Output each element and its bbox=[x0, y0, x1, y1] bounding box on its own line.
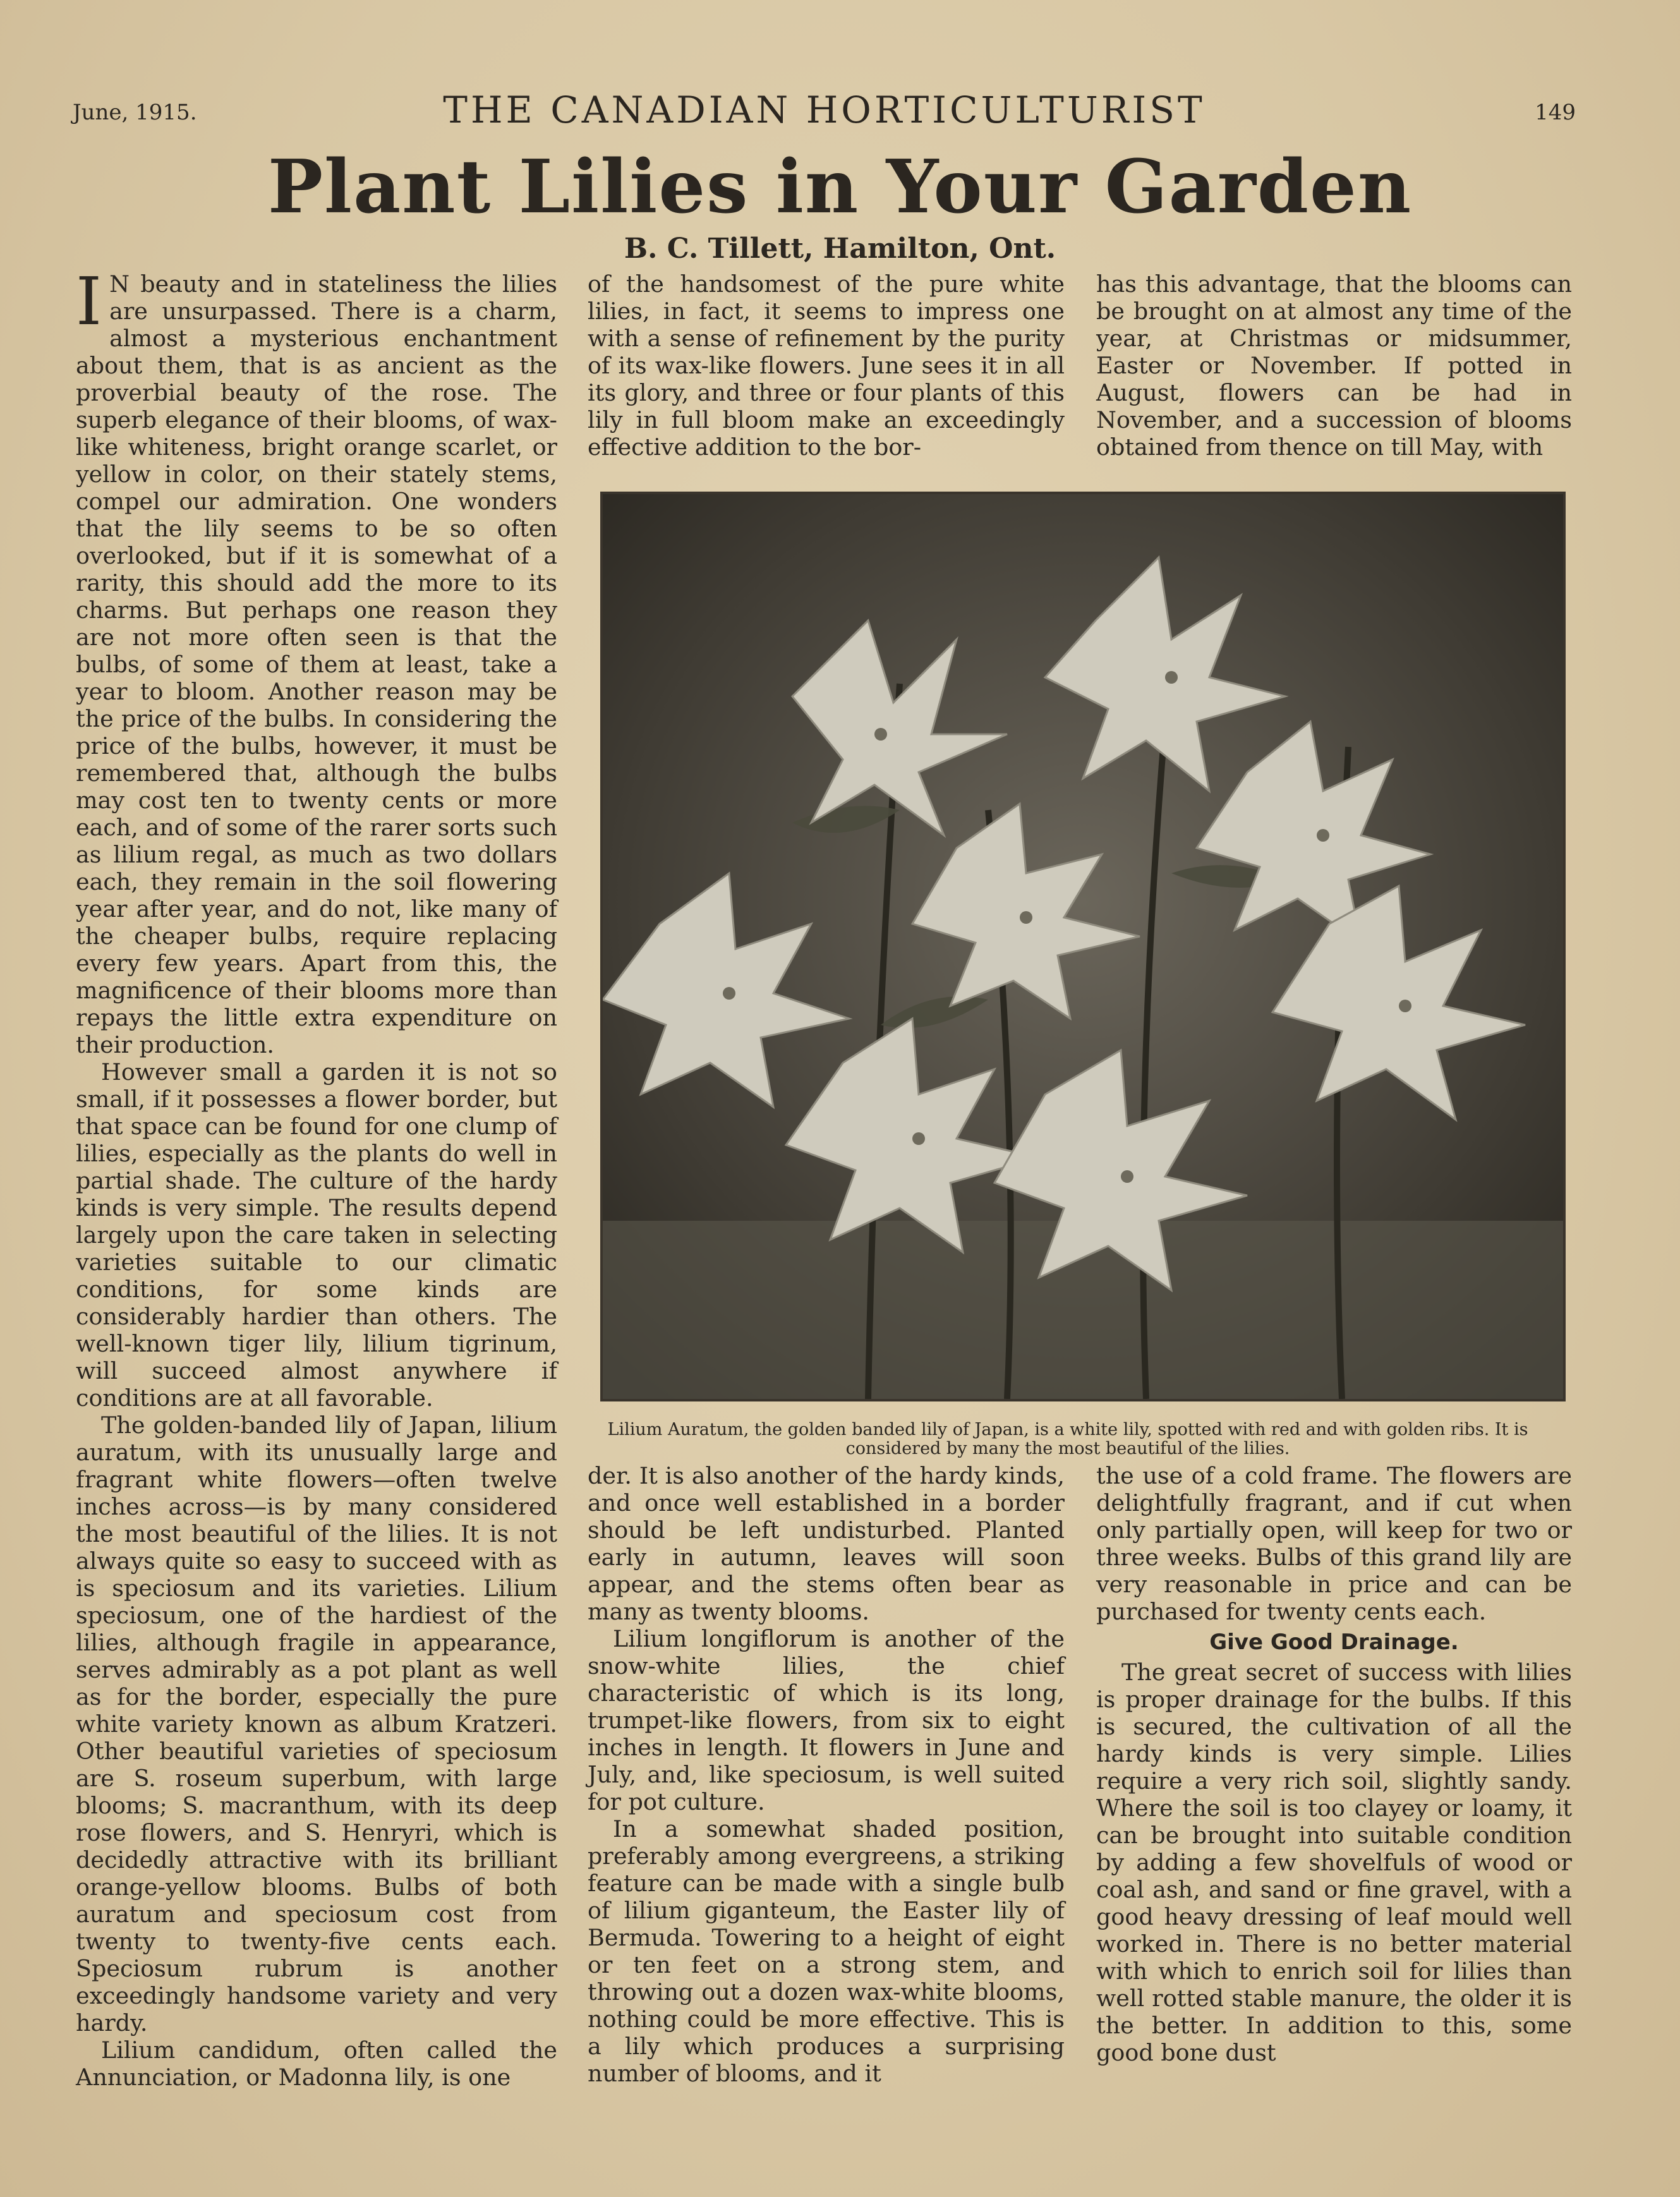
column-2-top bbox=[588, 270, 1065, 461]
issue-date: June, 1915. bbox=[73, 100, 197, 125]
paragraph: However small a garden it is not so small, if it possesses a flower border, but that space can be found for one clump of lilies, especially as the plants do well in partial shade. The culture of the hardy kinds is very simple. The results depend largely upon the care taken in selecting varieties suitable to our climatic conditions, for some kinds are considerably hardier than others. The well-known tiger lily, lilium tigrinum, will succeed almost anywhere if conditions are at all favorable. bbox=[76, 1058, 557, 1412]
paragraph bbox=[76, 263, 557, 1058]
paragraph: Lilium candidum, often called the Annunciation, or Madonna lily, is one bbox=[76, 2037, 557, 2091]
column-3-top bbox=[1096, 270, 1572, 461]
article-title: Plant Lilies in Your Garden bbox=[267, 144, 1413, 230]
column-1 bbox=[76, 263, 557, 2091]
paragraph: In a somewhat shaded position, preferably among evergreens, a striking feature can be made with a single bulb of lilium giganteum, the Easter lily of Bermuda. Towering to a height of eight or ten feet on a strong stem, and throwing out a dozen wax-white blooms, nothing could be more effective. This is a lily which produces a surprising number of blooms, and it bbox=[588, 1815, 1065, 2087]
paragraph-text: N beauty and in stateliness the lilies are unsurpassed. There is a charm, almost a mysterious enchantment about them, that is as ancient as the proverbial beauty of the rose. The superb elegance of their blooms, of wax-like whiteness, bright orange scarlet, or yellow in color, on their stately stems, compel our admiration. One wonders that the lily seems to be so often overlooked, but if it is somewhat of a rarity, this should add the more to its charms. But perhaps one reason they are not more often seen is that the bulbs, of some of them at least, take a year to bloom. Another reason may be the price of the bulbs. In considering the price of the bulbs, however, it must be remembered that, although the bulbs may cost ten to twenty cents or more each, and of some of the rarer sorts such as lilium regal, as much as two dollars each, they remain in the soil flowering year after year, and do not, like many of the cheaper bulbs, require replacing every few years. Apart from this, the magnificence of their blooms more than repays the little extra expenditure on their production. bbox=[76, 270, 557, 1058]
paragraph: of the handsomest of the pure white lilies, in fact, it seems to impress one with a sense of refinement by the purity of its wax-like flowers. June sees it in all its glory, and three or four plants of this lily in full bloom make an exceedingly effective addition to the bor- bbox=[588, 270, 1065, 461]
photo-caption: Lilium Auratum, the golden banded lily of Japan, is a white lily, spotted with red and with golden ribs. It is considered by many the most beautiful of the lilies. bbox=[607, 1420, 1528, 1458]
paragraph: The golden-banded lily of Japan, lilium auratum, with its unusually large and fragrant white flowers—often twelve inches across—is by many considered the most beautiful of the lilies. It is not always quite so easy to succeed with as is speciosum and its varieties. Lilium speciosum, one of the hardiest of the lilies, although fragile in appearance, serves admirably as a pot plant as well as for the border, especially the pure white variety known as album Kratzeri. Other beautiful varieties of speciosum are S. roseum superbum, with large blooms; S. macranthum, with its deep rose flowers, and S. Henryri, which is decidedly attractive with its brilliant orange-yellow blooms. Bulbs of both auratum and speciosum cost from twenty to twenty-five cents each. Speciosum rubrum is another exceedingly handsome variety and very hardy. bbox=[76, 1412, 557, 2037]
paragraph: has this advantage, that the blooms can be brought on at almost any time of the year, at Christmas or midsummer, Easter or November. If potted in August, flowers can be had in November, and a succession of blooms obtained from thence on till May, with bbox=[1096, 270, 1572, 461]
paragraph: The great secret of success with lilies is proper drainage for the bulbs. If this is secured, the cultivation of all the hardy kinds is very simple. Lilies require a very rich soil, slightly sandy. Where the soil is too clayey or loamy, it can be brought into suitable condition by adding a few shovelfuls of wood or coal ash, and sand or fine gravel, with a good heavy dressing of leaf mould well worked in. There is no better material with which to enrich soil for lilies than well rotted stable manure, the older it is the better. In addition to this, some good bone dust bbox=[1096, 1659, 1572, 2066]
lily-photo-illustration bbox=[603, 494, 1563, 1399]
magazine-name: THE CANADIAN HORTICULTURIST bbox=[443, 88, 1206, 131]
paragraph: the use of a cold frame. The flowers are delightfully fragrant, and if cut when only partially open, will keep for two or three weeks. Bulbs of this grand lily are very reasonable in price and can be purchased for twenty cents each. bbox=[1096, 1462, 1572, 1625]
paragraph: Lilium longiflorum is another of the snow-white lilies, the chief characteristic of which is its long, trumpet-like flowers, from six to eight inches in length. It flowers in June and July, and, like speciosum, is well suited for pot culture. bbox=[588, 1625, 1065, 1815]
column-3-bottom bbox=[1096, 1462, 1572, 2066]
lily-photograph bbox=[600, 492, 1566, 1401]
paragraph: der. It is also another of the hardy kinds, and once well established in a border should be left undisturbed. Planted early in autumn, leaves will soon appear, and the stems often bear as many as twenty blooms. bbox=[588, 1462, 1065, 1625]
section-subheading: Give Good Drainage. bbox=[1209, 1630, 1459, 1655]
page-header bbox=[73, 88, 1576, 133]
page-number: 149 bbox=[1535, 100, 1576, 125]
drop-cap: I bbox=[76, 263, 102, 340]
column-2-bottom bbox=[588, 1462, 1065, 2087]
article-byline: B. C. Tillett, Hamilton, Ont. bbox=[624, 233, 1056, 265]
